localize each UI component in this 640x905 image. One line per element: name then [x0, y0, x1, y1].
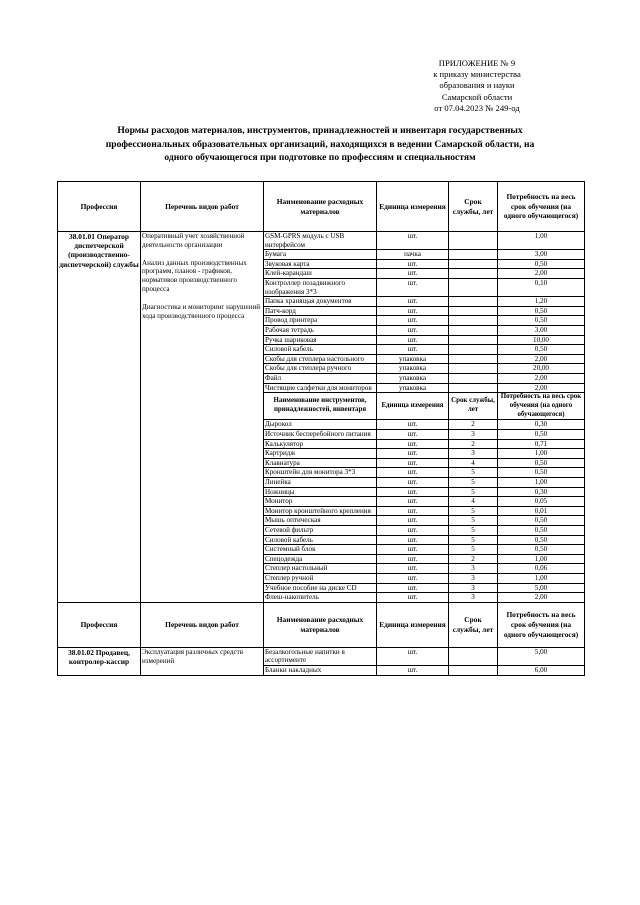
item-name: Картридж — [264, 449, 377, 459]
table-row — [58, 647, 585, 665]
tools-header-unit: Единица измерения — [377, 393, 449, 420]
item-quantity: 0,50 — [498, 458, 585, 468]
item-unit: шт. — [377, 232, 449, 250]
item-unit: шт. — [377, 526, 449, 536]
item-unit: шт. — [377, 665, 449, 675]
work-item: Оперативный учет хозяйственной деятельности организации — [142, 232, 245, 249]
item-name: Источник бесперебойного питания — [264, 430, 377, 440]
norms-table — [57, 181, 585, 676]
header-profession: Профессия — [58, 602, 141, 647]
item-unit: шт. — [377, 564, 449, 574]
item-term — [449, 325, 498, 335]
item-quantity: 0,50 — [498, 526, 585, 536]
work-item: Анализ данных производственных программ, планов - графиков, нормативов производственного процесса — [142, 258, 247, 293]
appendix-line: образования и науки — [439, 80, 515, 91]
item-quantity: 0,50 — [498, 259, 585, 269]
item-term: 3 — [449, 573, 498, 583]
tools-header-name: Наименование инструментов, принадлежностей, инвентаря — [264, 393, 377, 420]
item-unit: шт. — [377, 583, 449, 593]
item-unit: шт. — [377, 449, 449, 459]
item-quantity: 0,05 — [498, 497, 585, 507]
header-works: Перечень видов работ — [141, 182, 264, 232]
item-name: Бланки накладных — [264, 665, 377, 675]
item-name: Скобы для степлера ручного — [264, 364, 377, 374]
item-unit: шт. — [377, 335, 449, 345]
header-materials: Наименование расходных материалов — [264, 602, 377, 647]
item-unit: шт. — [377, 297, 449, 307]
item-name: Мышь оптическая — [264, 516, 377, 526]
item-quantity: 5,00 — [498, 647, 585, 665]
item-name: Чистящие салфетки для мониторов — [264, 383, 377, 393]
item-term — [449, 345, 498, 355]
tools-header-need: Потребность на весь срок обучения (на одного обучающегося) — [498, 393, 585, 420]
header-profession: Профессия — [58, 182, 141, 232]
item-term — [449, 364, 498, 374]
item-unit: шт. — [377, 593, 449, 603]
item-unit: шт. — [377, 478, 449, 488]
item-name: Безалкогольные напитки в ассортименте — [264, 647, 377, 665]
item-quantity: 6,00 — [498, 665, 585, 675]
item-quantity: 0,50 — [498, 316, 585, 326]
header-works: Перечень видов работ — [141, 602, 264, 647]
item-name: Ручка шариковая — [264, 335, 377, 345]
header-term: Срок службы, лет — [449, 182, 498, 232]
item-quantity: 0,30 — [498, 420, 585, 430]
item-term — [449, 354, 498, 364]
item-name: Папка хранящая документов — [264, 297, 377, 307]
item-term: 5 — [449, 478, 498, 488]
item-term: 5 — [449, 487, 498, 497]
item-unit: шт. — [377, 506, 449, 516]
item-term — [449, 269, 498, 279]
item-quantity: 1,20 — [498, 297, 585, 307]
item-unit: шт. — [377, 497, 449, 507]
item-term: 5 — [449, 516, 498, 526]
item-name: Флеш-накопитель — [264, 593, 377, 603]
item-term — [449, 250, 498, 260]
item-term — [449, 383, 498, 393]
tools-header-term: Срок службы, лет — [449, 393, 498, 420]
item-unit: шт. — [377, 259, 449, 269]
item-name: Ножницы — [264, 487, 377, 497]
appendix-line: ПРИЛОЖЕНИЕ № 9 — [438, 58, 516, 68]
item-unit: упаковка — [377, 364, 449, 374]
item-quantity: 0,50 — [498, 516, 585, 526]
header-need: Потребность на весь срок обучения (на одного обучающегося) — [498, 602, 585, 647]
item-term: 4 — [449, 497, 498, 507]
item-name: Силовой кабель — [264, 345, 377, 355]
item-term: 3 — [449, 593, 498, 603]
item-unit: шт. — [377, 269, 449, 279]
item-term: 3 — [449, 564, 498, 574]
item-unit: шт. — [377, 458, 449, 468]
item-term: 3 — [449, 430, 498, 440]
item-unit: шт. — [377, 430, 449, 440]
item-name: Системный блок — [264, 545, 377, 555]
item-name: Монитор кронштейного крепления — [264, 506, 377, 516]
item-name: Монитор — [264, 497, 377, 507]
appendix-line: к приказу министерства — [433, 69, 521, 80]
header-need: Потребность на весь срок обучения (на одного обучающегося) — [498, 182, 585, 232]
item-term: 5 — [449, 545, 498, 555]
item-term: 2 — [449, 554, 498, 564]
item-term — [449, 232, 498, 250]
item-term — [449, 335, 498, 345]
item-unit: шт. — [377, 487, 449, 497]
item-quantity: 2,00 — [498, 373, 585, 383]
item-unit: упаковка — [377, 383, 449, 393]
item-term — [449, 316, 498, 326]
item-quantity: 0,06 — [498, 564, 585, 574]
item-unit: шт. — [377, 535, 449, 545]
item-quantity: 0,50 — [498, 545, 585, 555]
item-unit: шт. — [377, 278, 449, 296]
item-term — [449, 259, 498, 269]
item-term: 3 — [449, 449, 498, 459]
table-row — [58, 232, 585, 250]
item-unit: шт. — [377, 468, 449, 478]
item-term: 2 — [449, 439, 498, 449]
item-unit: шт. — [377, 545, 449, 555]
item-name: Силовой кабель — [264, 535, 377, 545]
item-name: Клавиатура — [264, 458, 377, 468]
item-unit: шт. — [377, 306, 449, 316]
item-quantity: 1,00 — [498, 449, 585, 459]
profession-cell: 38.01.01 Оператор диспетчерской (производственно-диспетчерской) службы — [58, 232, 141, 603]
item-name: Дырокол — [264, 420, 377, 430]
item-term — [449, 278, 498, 296]
item-term: 5 — [449, 526, 498, 536]
item-term — [449, 373, 498, 383]
item-name: Учебное пособие на диске CD — [264, 583, 377, 593]
appendix-block — [412, 58, 542, 114]
item-term: 3 — [449, 583, 498, 593]
item-term — [449, 297, 498, 307]
item-unit: шт. — [377, 554, 449, 564]
item-name: Звуковая карта — [264, 259, 377, 269]
item-quantity: 3,00 — [498, 325, 585, 335]
item-name: Бумага — [264, 250, 377, 260]
item-quantity: 2,00 — [498, 593, 585, 603]
item-term: 2 — [449, 420, 498, 430]
item-name: Калькулятор — [264, 439, 377, 449]
work-item: Эксплуатация различных средств измерений — [142, 647, 244, 665]
item-quantity: 1,00 — [498, 554, 585, 564]
item-quantity: 2,00 — [498, 354, 585, 364]
item-name: Патч-корд — [264, 306, 377, 316]
item-unit: шт. — [377, 345, 449, 355]
item-unit: упаковка — [377, 354, 449, 364]
item-term — [449, 306, 498, 316]
item-quantity: 0,30 — [498, 487, 585, 497]
header-unit: Единица измерения — [377, 602, 449, 647]
item-name: Скобы для степлера настольного — [264, 354, 377, 364]
item-name: Провод принтера — [264, 316, 377, 326]
item-quantity: 0,71 — [498, 439, 585, 449]
profession-cell: 38.01.02 Продавец, контролер-кассир — [58, 647, 141, 675]
table-header-row — [58, 182, 585, 232]
item-quantity: 2,00 — [498, 383, 585, 393]
item-term — [449, 647, 498, 665]
item-quantity: 0,01 — [498, 506, 585, 516]
item-term: 5 — [449, 535, 498, 545]
item-unit: шт. — [377, 420, 449, 430]
item-unit: шт. — [377, 439, 449, 449]
item-quantity: 1,00 — [498, 232, 585, 250]
work-item: Диагностика и мониторинг нарушений хода производственного процесса — [142, 302, 261, 320]
item-term: 5 — [449, 506, 498, 516]
header-term: Срок службы, лет — [449, 602, 498, 647]
item-name: Файл — [264, 373, 377, 383]
item-quantity: 0,10 — [498, 278, 585, 296]
header-materials: Наименование расходных материалов — [264, 182, 377, 232]
table-header-row — [58, 602, 585, 647]
item-unit: пачка — [377, 250, 449, 260]
item-name: Клей-карандаш — [264, 269, 377, 279]
item-quantity: 20,00 — [498, 364, 585, 374]
item-quantity: 1,00 — [498, 573, 585, 583]
item-name: Контроллер позадвижного изображения 3*3 — [264, 278, 377, 296]
item-name: GSM-GPRS модуль с USB интерфейсом — [264, 232, 377, 250]
item-term — [449, 665, 498, 675]
item-quantity: 0,50 — [498, 306, 585, 316]
item-term: 4 — [449, 458, 498, 468]
item-name: Степлер настольный — [264, 564, 377, 574]
item-unit: упаковка — [377, 373, 449, 383]
works-list-cell — [141, 647, 264, 675]
item-quantity: 0,50 — [498, 468, 585, 478]
item-quantity: 3,00 — [498, 250, 585, 260]
appendix-line: от 07.04.2023 № 249-од — [434, 102, 520, 113]
item-unit: шт. — [377, 316, 449, 326]
appendix-line: Самарской области — [441, 91, 513, 102]
item-quantity: 0,50 — [498, 345, 585, 355]
item-quantity: 1,00 — [498, 478, 585, 488]
item-unit: шт. — [377, 325, 449, 335]
item-unit: шт. — [377, 647, 449, 665]
item-name: Сетевой фильтр — [264, 526, 377, 536]
item-name: Линейка — [264, 478, 377, 488]
item-unit: шт. — [377, 516, 449, 526]
works-list-cell — [141, 232, 264, 603]
item-quantity: 0,50 — [498, 430, 585, 440]
item-quantity: 5,00 — [498, 583, 585, 593]
item-name: Кронштейн для монитора 3*3 — [264, 468, 377, 478]
item-quantity: 0,50 — [498, 535, 585, 545]
item-name: Спецодежда — [264, 554, 377, 564]
document-title: Нормы расходов материалов, инструментов, принадлежностей и инвентаря государственных профессиональных образовательных организаций, находящихся в ведении Самарской области, на одного обучающегося при подготовке по профессиям и специальностям — [105, 125, 535, 163]
item-name: Рабочая тетрадь — [264, 325, 377, 335]
item-quantity: 10,00 — [498, 335, 585, 345]
item-name: Степлер ручной — [264, 573, 377, 583]
item-quantity: 2,00 — [498, 269, 585, 279]
item-term: 5 — [449, 468, 498, 478]
item-unit: шт. — [377, 573, 449, 583]
header-unit: Единица измерения — [377, 182, 449, 232]
